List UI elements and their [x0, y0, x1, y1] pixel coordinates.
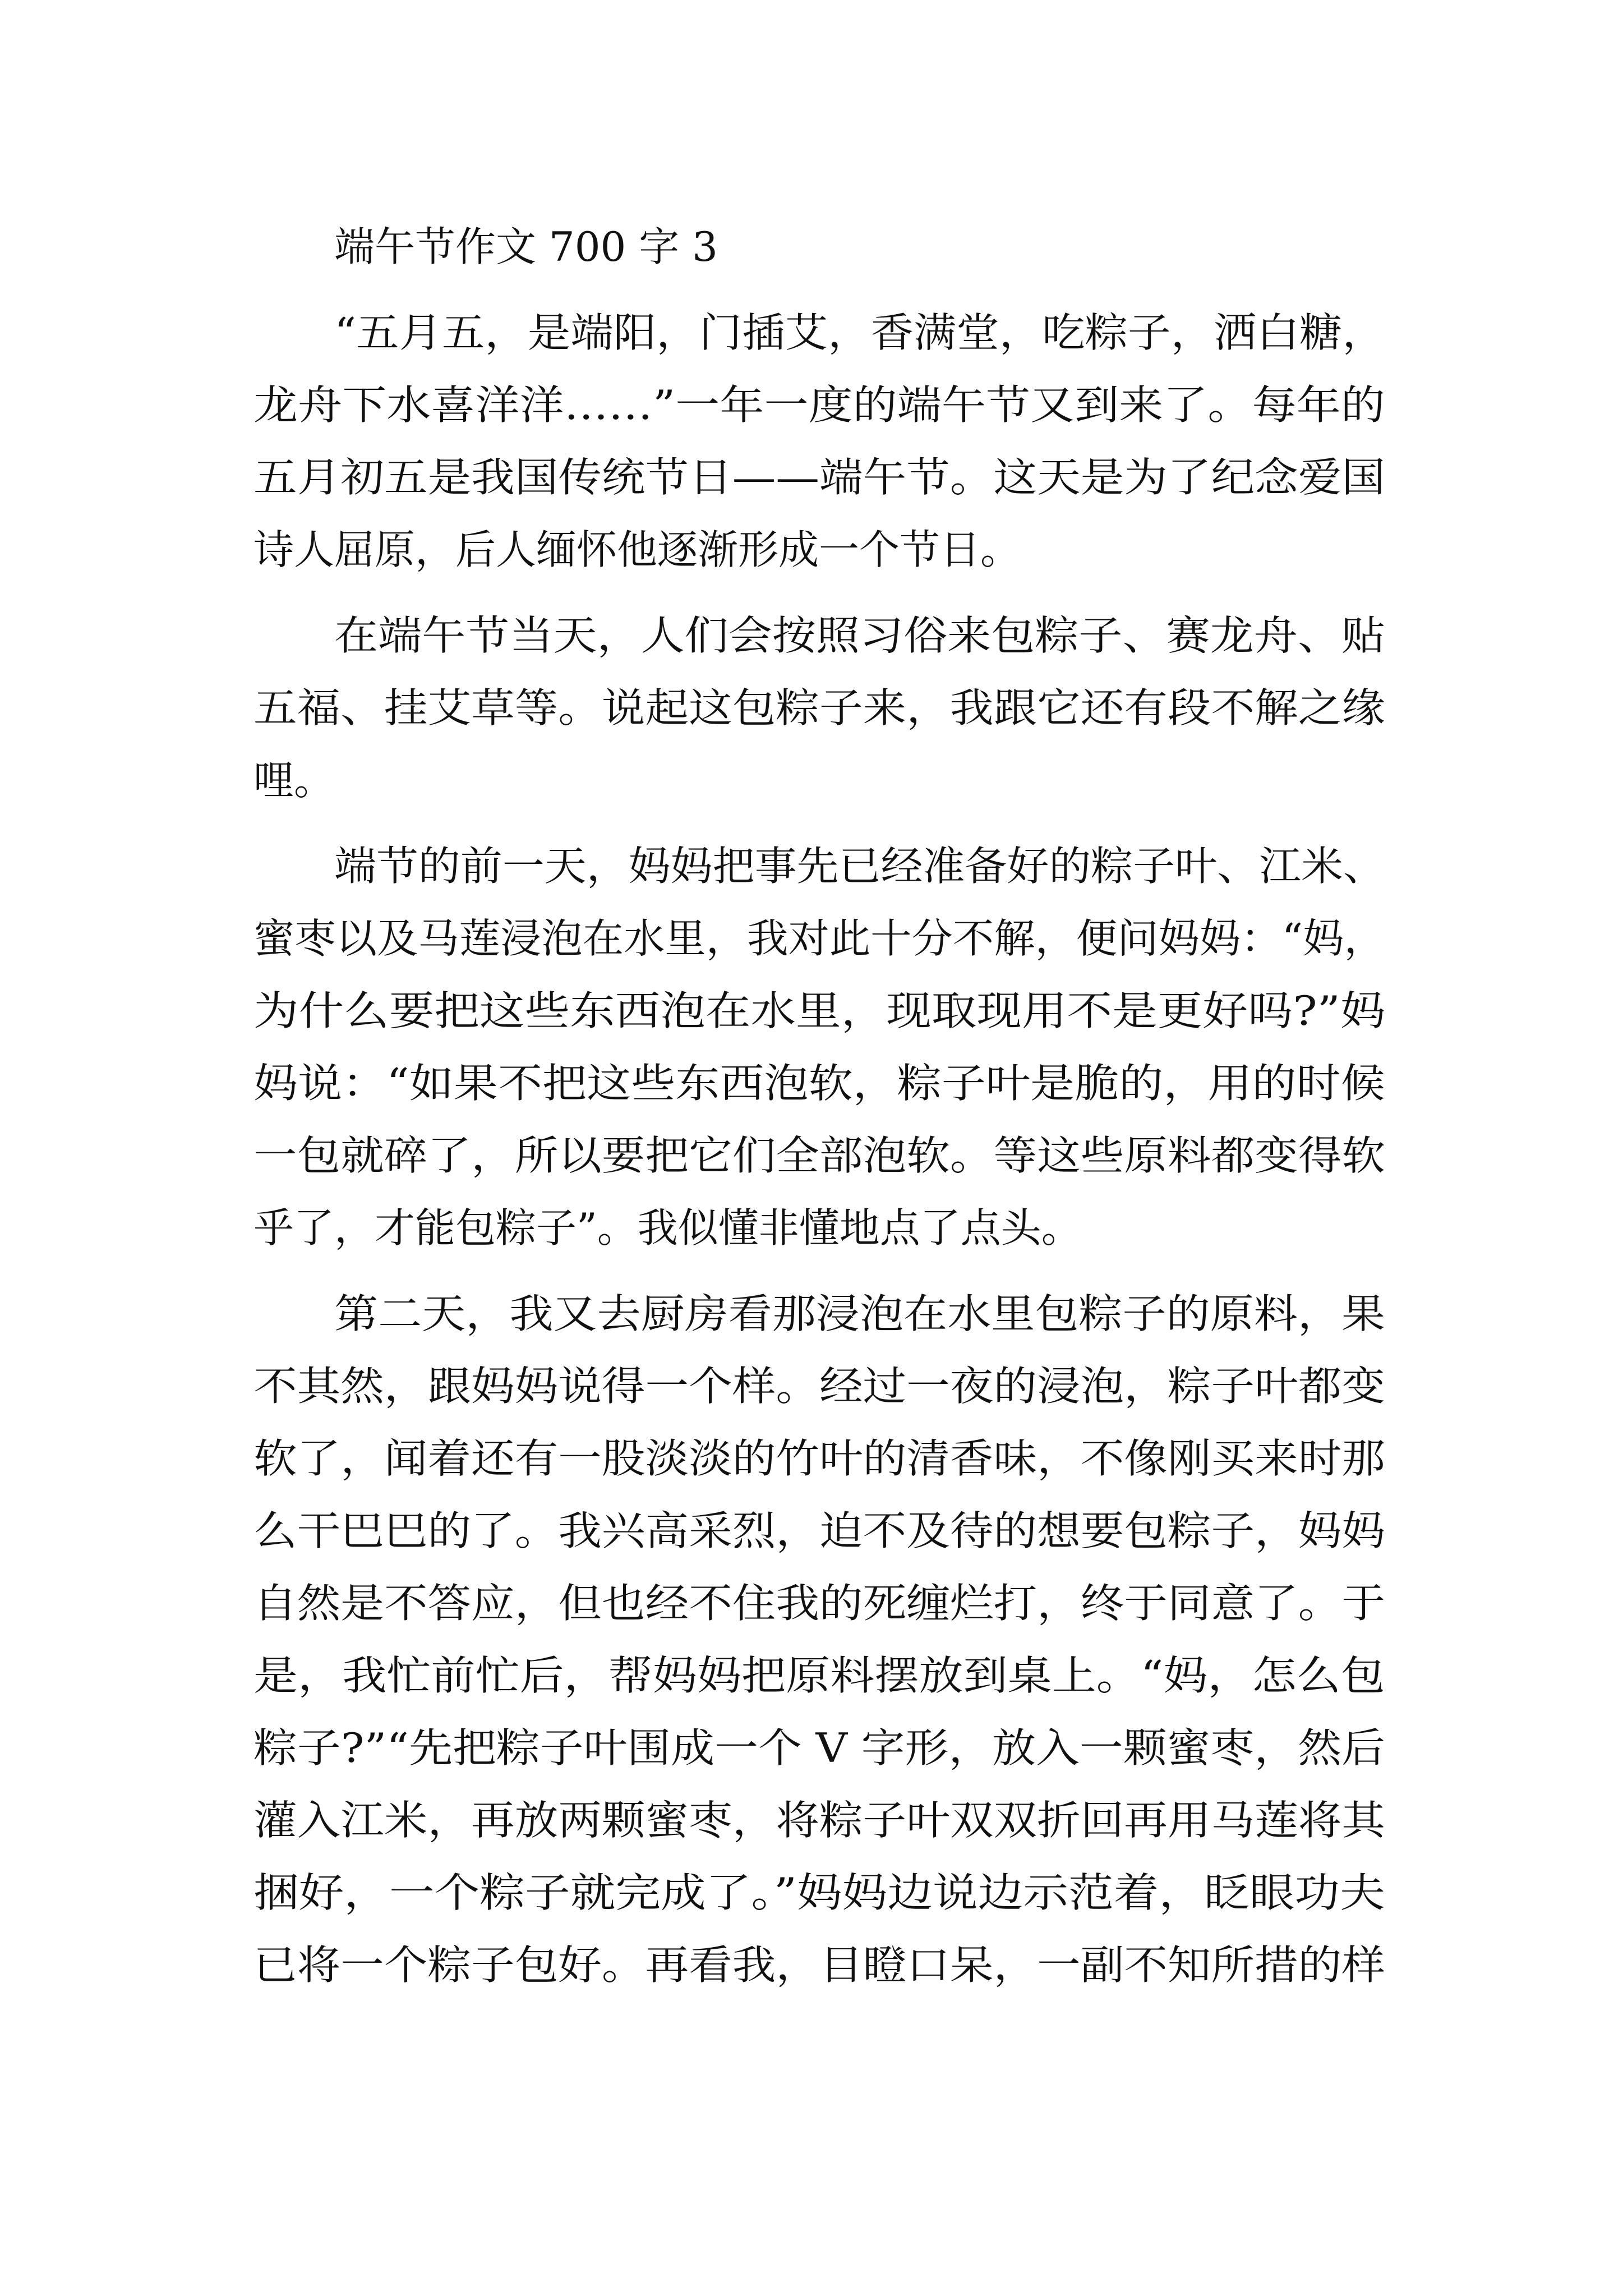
text-line: 蜜枣以及马莲浸泡在水里，我对此十分不解，便问妈妈：“妈， [253, 915, 1385, 962]
text-line: 五福、挂艾草等。说起这包粽子来，我跟它还有段不解之缘 [253, 684, 1386, 731]
text-line: 在端午节当天，人们会按照习俗来包粽子、赛龙舟、贴 [334, 612, 1386, 659]
text-line: 诗人屈原，后人缅怀他逐渐形成一个节日。 [253, 526, 1021, 573]
text-line: 已将一个粽子包好。再看我，目瞪口呆，一副不知所措的样 [253, 1941, 1386, 1989]
text-line: 五月初五是我国传统节日——端午节。这天是为了纪念爱国 [253, 454, 1386, 501]
text-line: 端节的前一天，妈妈把事先已经准备好的粽子叶、江米、 [334, 843, 1386, 890]
text-line: 不其然，跟妈妈说得一个样。经过一夜的浸泡，粽子叶都变 [253, 1363, 1386, 1410]
text-line: 乎了，才能包粽子”。我似懂非懂地点了点头。 [253, 1204, 1082, 1251]
text-line: 捆好，一个粽子就完成了。”妈妈边说边示范着，眨眼功夫 [253, 1869, 1385, 1916]
text-line: 妈说：“如果不把这些东西泡软，粽子叶是脆的，用的时候 [253, 1060, 1385, 1107]
text-line: 是，我忙前忙后，帮妈妈把原料摆放到桌上。“妈，怎么包 [253, 1652, 1385, 1699]
document-title: 端午节作文 700 字 3 [334, 223, 718, 270]
text-line: 灌入江米，再放两颗蜜枣，将粽子叶双双折回再用马莲将其 [253, 1797, 1386, 1844]
text-line: 自然是不答应，但也经不住我的死缠烂打，终于同意了。于 [253, 1580, 1386, 1627]
text-line: 粽子?”“先把粽子叶围成一个 V 字形，放入一颗蜜枣，然后 [253, 1724, 1385, 1772]
text-line: 为什么要把这些东西泡在水里，现取现用不是更好吗?”妈 [253, 987, 1386, 1034]
text-line: 么干巴巴的了。我兴高采烈，迫不及待的想要包粽子，妈妈 [253, 1507, 1386, 1554]
text-line: 软了，闻着还有一股淡淡的竹叶的清香味，不像刚买来时那 [253, 1435, 1386, 1482]
text-line: 第二天，我又去厨房看那浸泡在水里包粽子的原料，果 [334, 1290, 1386, 1337]
text-line: 一包就碎了，所以要把它们全部泡软。等这些原料都变得软 [253, 1132, 1386, 1179]
text-line: “五月五，是端阳，门插艾，香满堂，吃粽子，洒白糖， [334, 309, 1385, 356]
text-line: 龙舟下水喜洋洋……”一年一度的端午节又到来了。每年的 [253, 381, 1385, 429]
text-line: 哩。 [253, 757, 335, 804]
